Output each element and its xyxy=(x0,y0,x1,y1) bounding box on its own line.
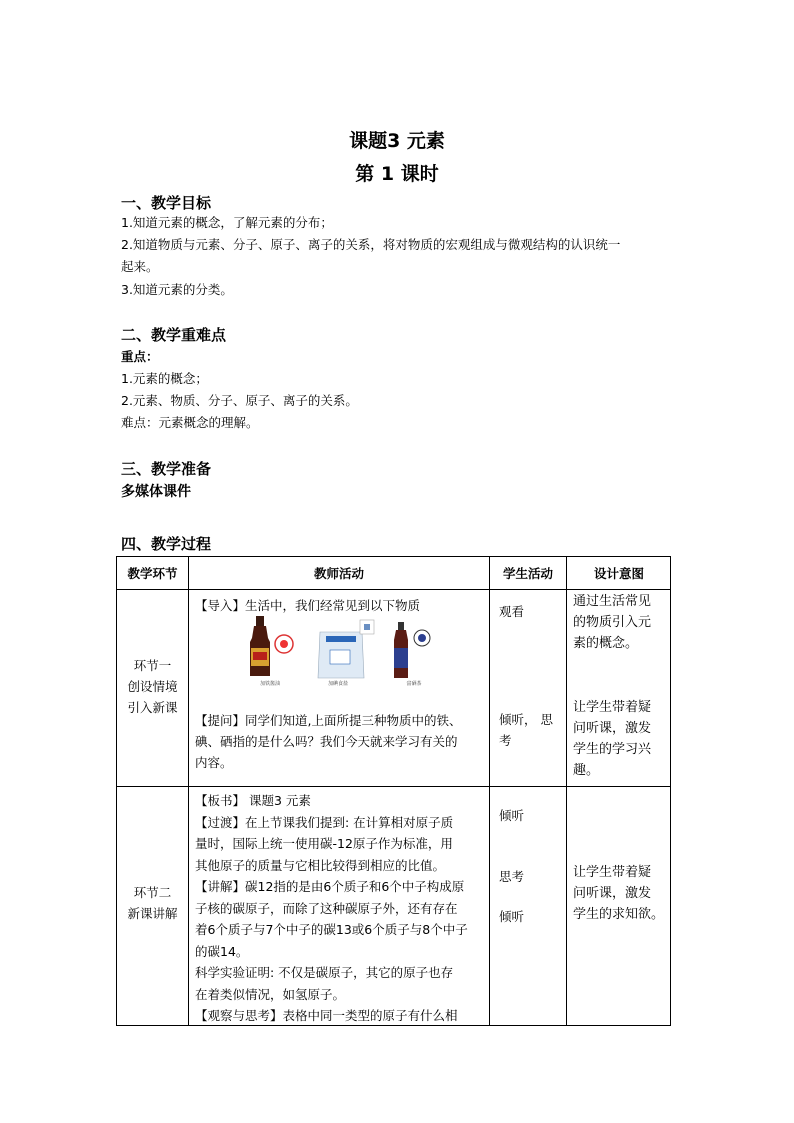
header-student: 学生活动 xyxy=(502,566,553,581)
goal-3: 3.知道元素的分类。 xyxy=(121,282,233,297)
key-point-1: 1.元素的概念； xyxy=(121,371,208,386)
key-label: 重点： xyxy=(121,349,159,364)
header-teacher: 教师活动 xyxy=(313,566,364,581)
goal-2-cont: 起来。 xyxy=(121,259,159,274)
page-subtitle: 第 1 课时 xyxy=(355,163,439,185)
row2-teacher: 【板书】 课题3 元素 【过渡】在上节课我们提到: 在计算相对原子质 量时，国际上统一使用碳-12原子作为标准，用 其他原子的质量与它相比较得到相应的比值。 【讲解】碳12指的是由6个质子和6个中子构成原 子核的碳原子，而除了这种碳原子外，还有存在 着6个质子与7个中子的碳13或6个质子与8个中子 的碳14。 科学实验证明: 不仅是碳原子，其它的原子也存 在着类似情况，如氢原子。 【观察与思考】表格中同一类型的原子有什么相 xyxy=(195,793,468,1023)
row1-student-b: 倾听， 思 考 xyxy=(499,712,553,748)
difficulty: 难点：元素概念的理解。 xyxy=(121,415,259,430)
section-heading-goals: 一、教学目标 xyxy=(121,194,212,212)
row1-purpose-b: 让学生带着疑 问听课，激发 学生的学习兴 趣。 xyxy=(573,700,652,778)
key-point-2: 2.元素、物质、分子、原子、离子的关系。 xyxy=(121,393,358,408)
row1-purpose-a: 通过生活常见 的物质引入元 素的概念。 xyxy=(573,594,652,651)
product-images xyxy=(236,612,446,690)
soy-sauce-bottle-image xyxy=(250,616,293,676)
section-heading-preparation: 三、教学准备 xyxy=(121,460,212,478)
row1-stage: 环节一 创设情境 引入新课 xyxy=(127,658,178,715)
caption-iron-soy-sauce: 加铁酱油 xyxy=(259,681,280,687)
row1-teacher-question: 【提问】同学们知道,上面所提三种物质中的铁、 碘、硒指的是什么吗？我们今天就来学习有关的 内容。 xyxy=(195,713,462,770)
row2-stage: 环节二 新课讲解 xyxy=(127,885,178,921)
section-heading-key-points: 二、教学重难点 xyxy=(121,326,227,344)
row2-student-listen-2: 倾听 xyxy=(499,909,525,924)
row1-student-a: 观看 xyxy=(499,604,525,619)
row1-teacher-intro: 【导入】生活中，我们经常见到以下物质 xyxy=(195,598,421,613)
goal-1: 1.知道元素的概念，了解元素的分布； xyxy=(121,215,333,230)
caption-iodized-salt: 加碘食盐 xyxy=(327,681,348,687)
row2-purpose: 让学生带着疑 问听课，激发 学生的求知欲。 xyxy=(573,865,665,922)
goal-2: 2.知道物质与元素、分子、原子、离子的关系，将对物质的宏观组成与微观结构的认识统一 xyxy=(121,237,621,252)
preparation-content: 多媒体课件 xyxy=(121,484,191,500)
page-title: 课题3 元素 xyxy=(349,130,445,152)
salt-bag-image xyxy=(318,620,374,678)
header-purpose: 设计意图 xyxy=(593,566,644,581)
selenium-tea-bottle-image xyxy=(394,622,430,678)
section-heading-process: 四、教学过程 xyxy=(121,535,212,553)
row2-student-listen: 倾听 xyxy=(499,808,525,823)
header-stage: 教学环节 xyxy=(127,566,178,581)
caption-selenium-tea: 富硒茶 xyxy=(406,681,422,687)
row2-student-think: 思考 xyxy=(499,869,525,884)
